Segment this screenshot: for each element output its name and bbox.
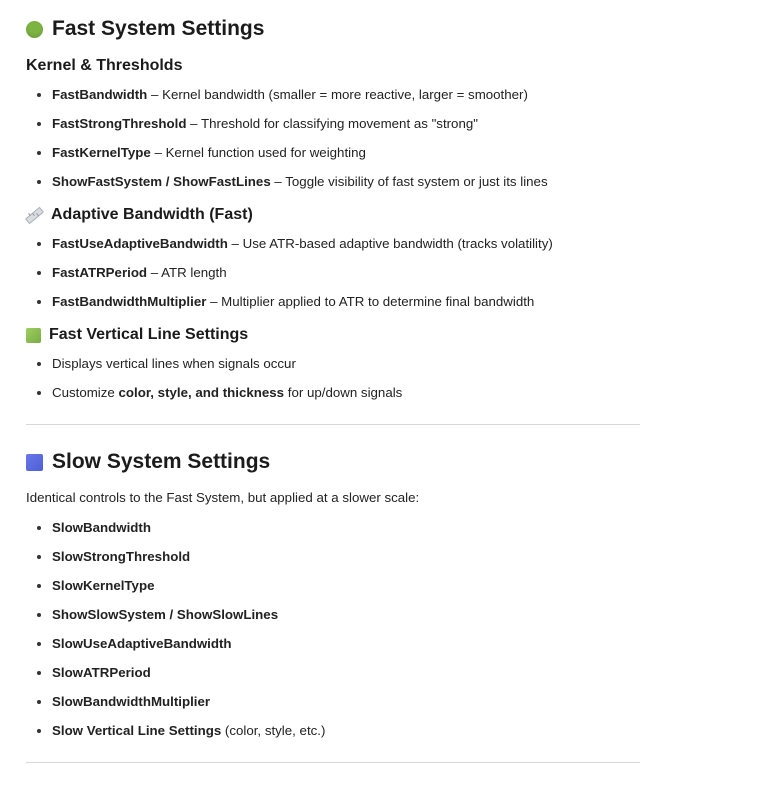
setting-name: color, style, and thickness xyxy=(118,385,285,400)
list-slow-system-settings xyxy=(26,519,765,740)
slow-system-title xyxy=(26,449,765,475)
setting-name: ShowSlowSystem / ShowSlowLines xyxy=(52,607,279,622)
heading-adaptive-bandwidth-fast xyxy=(26,205,765,225)
list-item xyxy=(26,664,765,682)
list-item xyxy=(26,577,765,595)
setting-name: SlowKernelType xyxy=(52,578,155,593)
heading-kernel-thresholds-text: Kernel & Thresholds xyxy=(26,57,183,74)
list-item xyxy=(26,635,765,653)
slow-system-title-text: Slow System Settings xyxy=(52,450,271,473)
setting-name: FastUseAdaptiveBandwidth xyxy=(52,236,228,251)
list-kernel-thresholds xyxy=(26,86,765,191)
list-item xyxy=(26,606,765,624)
section-fast-system-settings xyxy=(26,16,765,402)
list-item xyxy=(26,264,765,282)
blue-square-icon xyxy=(26,454,43,471)
page-title-text: Fast System Settings xyxy=(52,17,265,40)
page-title xyxy=(26,16,765,42)
setting-description: Displays vertical lines when signals occur xyxy=(52,356,296,371)
section-slow-system-settings xyxy=(26,449,765,740)
setting-name: SlowBandwidthMultiplier xyxy=(52,694,211,709)
setting-description: – Kernel function used for weighting xyxy=(150,145,366,160)
setting-name: ShowFastSystem / ShowFastLines xyxy=(52,174,271,189)
list-item xyxy=(26,115,765,133)
heading-fast-vertical-line-settings-text: Fast Vertical Line Settings xyxy=(49,326,249,343)
setting-name: SlowBandwidth xyxy=(52,520,151,535)
setting-description: – Kernel bandwidth (smaller = more reactive, larger = smoother) xyxy=(147,87,528,102)
setting-name: FastKernelType xyxy=(52,145,151,160)
setting-description: – Threshold for classifying movement as "strong" xyxy=(186,116,478,131)
list-fast-vertical-line-settings xyxy=(26,355,765,402)
list-item xyxy=(26,693,765,711)
list-item xyxy=(26,519,765,537)
list-item xyxy=(26,548,765,566)
list-item xyxy=(26,235,765,253)
setting-description-tail: for up/down signals xyxy=(284,385,403,400)
setting-description: – Multiplier applied to ATR to determine final bandwidth xyxy=(206,294,535,309)
setting-name: SlowStrongThreshold xyxy=(52,549,191,564)
green-circle-icon xyxy=(26,21,43,38)
section-divider xyxy=(26,424,640,425)
setting-description: – Toggle visibility of fast system or just its lines xyxy=(270,174,548,189)
list-item xyxy=(26,355,765,373)
list-item xyxy=(26,384,765,402)
heading-adaptive-bandwidth-fast-text: Adaptive Bandwidth (Fast) xyxy=(51,206,253,223)
section-divider-bottom xyxy=(26,762,640,763)
list-item xyxy=(26,722,765,740)
setting-description: Customize xyxy=(52,385,119,400)
setting-name: FastATRPeriod xyxy=(52,265,148,280)
setting-name: Slow Vertical Line Settings xyxy=(52,723,222,738)
setting-name: SlowATRPeriod xyxy=(52,665,151,680)
setting-name: SlowUseAdaptiveBandwidth xyxy=(52,636,232,651)
setting-name: FastBandwidthMultiplier xyxy=(52,294,207,309)
list-item xyxy=(26,86,765,104)
ruler-icon xyxy=(26,208,43,223)
list-adaptive-bandwidth-fast xyxy=(26,235,765,311)
list-item xyxy=(26,293,765,311)
setting-name: FastBandwidth xyxy=(52,87,148,102)
heading-fast-vertical-line-settings xyxy=(26,325,765,345)
setting-description: (color, style, etc.) xyxy=(221,723,326,738)
list-item xyxy=(26,173,765,191)
setting-description: – ATR length xyxy=(147,265,227,280)
slow-system-intro: Identical controls to the Fast System, but applied at a slower scale: xyxy=(26,490,420,505)
setting-name: FastStrongThreshold xyxy=(52,116,187,131)
setting-description: – Use ATR-based adaptive bandwidth (tracks volatility) xyxy=(227,236,553,251)
heading-kernel-thresholds xyxy=(26,56,765,76)
list-item xyxy=(26,144,765,162)
green-square-icon xyxy=(26,328,41,343)
